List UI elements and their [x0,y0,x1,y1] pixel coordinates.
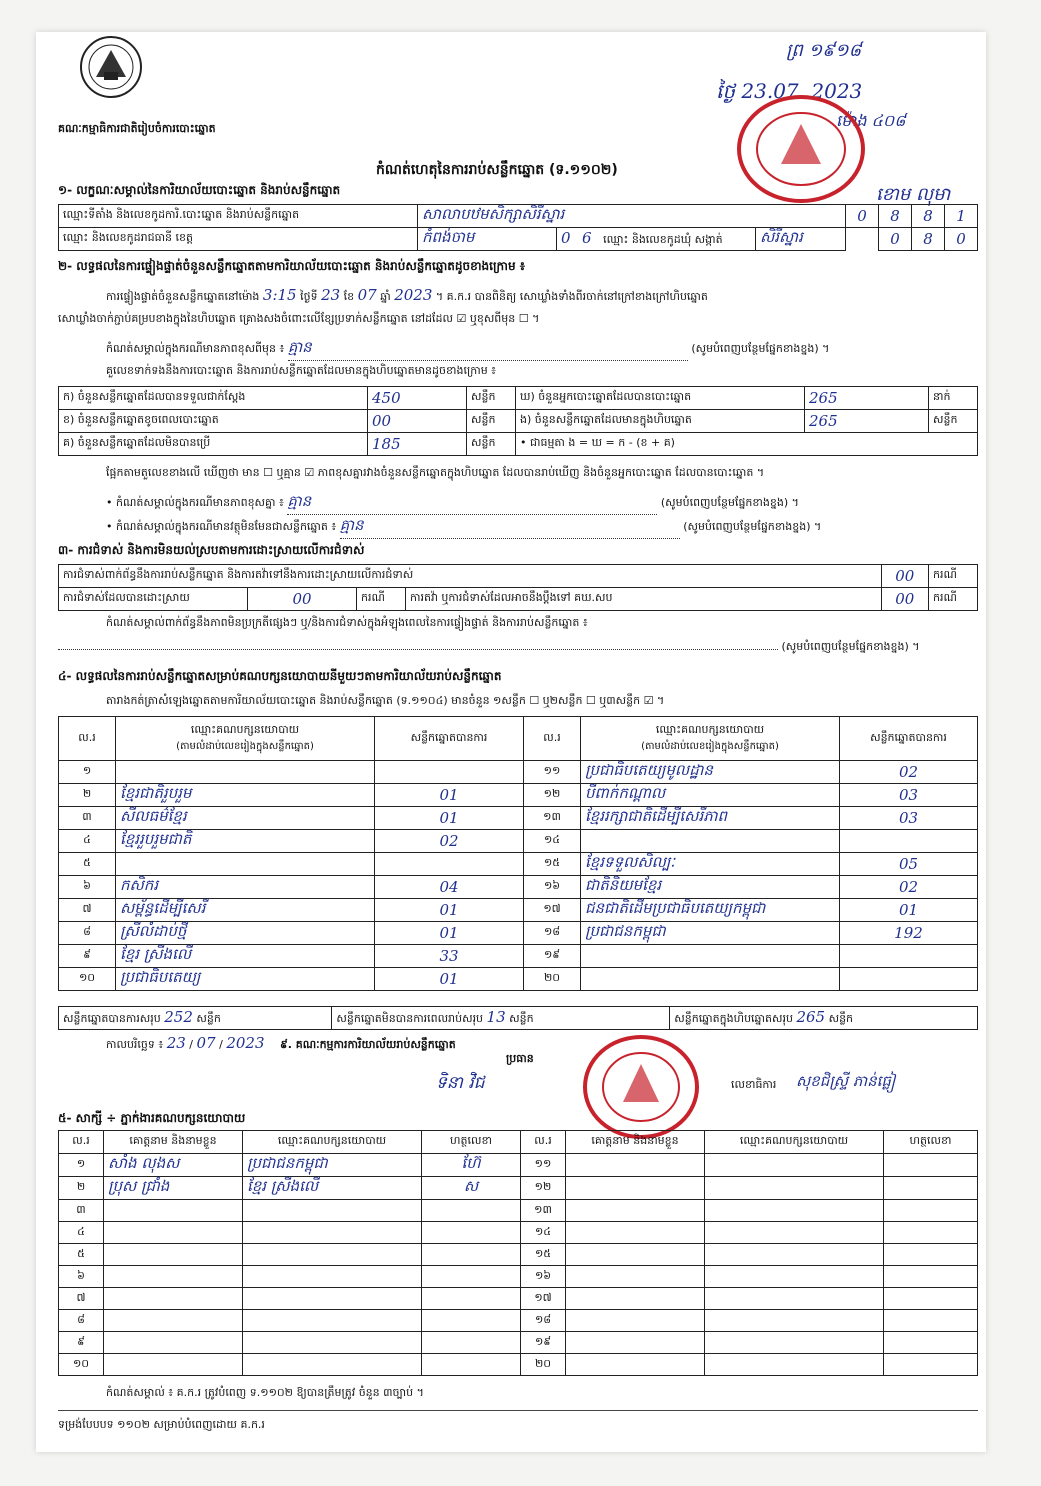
s4-left-votes: 01 [375,899,524,922]
s5-right-party [705,1177,884,1200]
s4-col-votes-left: សន្លឹកឆ្នោតបានការ [375,717,524,761]
s2-count-c-unit: សន្លឹក [467,433,516,456]
s4-result-row [59,922,978,945]
s5-left-sign [422,1222,521,1244]
s5-left-name [104,1288,243,1310]
s5-right-no: ២០ [521,1354,566,1376]
s2-line2: សោឃ្លាំងចាក់ភ្ជាប់គម្របខាងក្នុងនៃហិបឆ្នោត គ្រោងសងចំពោះលើខ្សែប្រទាក់សន្លឹកឆ្នោត នៅដដែល ☑ ឬខុសពីមុន ☐ ។ [58,312,540,325]
s4-right-no: ១៦ [524,876,581,899]
s4-left-party [116,853,375,876]
s4-secretary-signature: សុខជិស្ទ្រី ភាន់ធ្លៀ [796,1072,896,1090]
s4-left-no: ១ [59,761,116,784]
s5-left-name [104,1244,243,1266]
s3-row2-value: 00 [248,588,357,611]
s5-right-party [705,1310,884,1332]
s2-note2-suffix: (សូមបំពេញបន្ថែមផ្នែកខាងខ្នង) ។ [683,520,822,533]
s4-right-votes [840,830,978,853]
s5-witness-table [58,1130,978,1376]
s5-left-sign [422,1288,521,1310]
s4-total-box-unit: សន្លឹក [828,1012,854,1025]
s5-left-sign: ហ៊ែ [422,1154,521,1177]
s4-left-votes: 33 [375,945,524,968]
s4-chair-signature: ទិនា វិជ [436,1073,485,1093]
s4-right-no: ១៤ [524,830,581,853]
s2-line3-value: គ្មាន [288,338,688,361]
s2-line1-d: ឆ្នាំ [380,290,391,303]
s5-right-party [705,1200,884,1222]
s4-left-party [116,761,375,784]
s3-row1-label: ការជំទាស់ពាក់ព័ន្ធនឹងការរាប់សន្លឹកឆ្នោត និងការតវ៉ាទៅនឹងការដោះស្រាយលើការជំទាស់ [59,565,882,588]
s4-right-no: ១៩ [524,945,581,968]
s1-commune-code-1: 0 [879,228,912,251]
handwritten-receipt-date: ថ្ងៃ 23.07. 2023 [716,79,863,103]
s4-left-no: ៣ [59,807,116,830]
s4-right-votes: 03 [840,784,978,807]
s5-witness-row [59,1244,978,1266]
s1-commune-label: ឈ្មោះ និងលេខកូដឃុំ សង្កាត់ [603,233,723,246]
s2-count-d-value: 265 [805,387,929,410]
nec-logo [76,32,146,102]
s5-left-party [243,1244,422,1266]
s5-right-sign [884,1310,978,1332]
s2-note2-label: • កំណត់សម្គាល់ក្នុងករណីមានវត្ថុមិនមែនជាសន្លឹកឆ្នោត ៖ [106,520,337,533]
org-name: គណៈកម្មាធិការជាតិរៀបចំការបោះឆ្នោត [58,122,216,135]
s2-time: 3:15 [262,286,297,304]
s4-date-day: 23 [166,1034,186,1052]
s4-left-party: សម្ព័ន្ធដើម្បីសេរី [116,899,375,922]
s3-row2-label-b: ការតវ៉ា ឬការជំទាស់ដែលអាចនឹងប្តឹងទៅ គឃ.សប [406,588,882,611]
s4-result-row [59,899,978,922]
s2-count-b-unit: សន្លឹក [467,410,516,433]
s5-left-no: ១ [59,1154,104,1177]
s2-count-b-label: ខ) ចំនួនសន្លឹកឆ្នោតខូចពេលបោះឆ្នោត [59,410,368,433]
s4-col-no-left: ល.រ [59,717,116,761]
s3-row2-value-b: 00 [881,588,928,611]
s1-commune-code-3: 0 [945,228,978,251]
s5-witness-row [59,1332,978,1354]
s4-right-no: ១៧ [524,899,581,922]
s2-line1 [106,286,986,306]
s4-left-party: កសិករ [116,876,375,899]
s4-right-no: ១១ [524,761,581,784]
s5-left-no: ៧ [59,1288,104,1310]
s3-row2-unit-b: ករណី [929,588,978,611]
s5-witness-row [59,1222,978,1244]
s1-row1-value: សាលាបឋមសិក្សាសិរីស្នារ [418,205,846,228]
s4-col-votes-right: សន្លឹកឆ្នោតបានការ [840,717,978,761]
s5-right-no: ១៦ [521,1266,566,1288]
s2-counts-table [58,386,978,456]
s4-left-no: ១០ [59,968,116,991]
s5-right-sign [884,1354,978,1376]
s5-left-name [104,1266,243,1288]
s4-left-party: ប្រជាធិបតេយ្យ [116,968,375,991]
s2-note2 [106,516,986,539]
s5-right-name [566,1332,705,1354]
section2-title: ២- លទ្ធផលនៃការផ្ទៀងផ្ទាត់ចំនួនសន្លឹកឆ្នោតតាមការិយាល័យបោះឆ្នោត និងរាប់សន្លឹកឆ្នោតដូចខាងក្រោម ៖ [58,259,526,273]
s5-left-no: ៩ [59,1332,104,1354]
footer-divider [58,1410,978,1411]
s4-left-votes: 01 [375,784,524,807]
s1-code-3: 8 [912,205,945,228]
s4-total-valid-unit: សន្លឹក [196,1012,221,1025]
section3-table [58,564,978,611]
s4-chair-label: ប្រធាន [506,1052,534,1065]
s4-total-invalid-label: សន្លឹកឆ្នោតមិនបានការពេលរាប់សរុប [336,1012,484,1025]
s4-left-votes: 01 [375,922,524,945]
s2-note2-value: គ្មាន [340,516,680,539]
s4-left-no: ៥ [59,853,116,876]
s5-right-sign [884,1177,978,1200]
s3-remark-line [58,640,978,656]
s5-left-no: ៦ [59,1266,104,1288]
s5-left-party [243,1200,422,1222]
s4-left-party: ខ្មែរជាតិរួបរួម [116,784,375,807]
s2-line3 [106,338,986,361]
s5-right-no: ១៣ [521,1200,566,1222]
s5-right-name [566,1200,705,1222]
s2-note1-suffix: (សូមបំពេញបន្ថែមផ្នែកខាងខ្នង) ។ [660,496,799,509]
s5-right-party [705,1266,884,1288]
s4-right-votes: 02 [840,761,978,784]
s1-row2-label: ឈ្មោះ និងលេខកូដរាជធានី ខេត្ត [59,228,418,251]
s2-count-c-value: 185 [368,433,467,456]
s5-right-party [705,1288,884,1310]
s2-count-a-unit: សន្លឹក [467,387,516,410]
s5-right-name [566,1354,705,1376]
s4-date-label: កាលបរិច្ឆេទ ៖ [106,1038,164,1051]
s5-col-party-right: ឈ្មោះគណបក្សនយោបាយ [705,1131,884,1154]
s4-right-no: ១៣ [524,807,581,830]
s4-result-row [59,853,978,876]
s4-right-no: ១៨ [524,922,581,945]
form-title: កំណត់ហេតុនៃការរាប់សន្លឹកឆ្នោត (ទ.១១០២) [376,162,618,178]
handwritten-corner-name: ខោម លុមា [876,184,951,205]
s5-right-no: ១៧ [521,1288,566,1310]
s2-count-a-value: 450 [368,387,467,410]
s5-right-sign [884,1332,978,1354]
s5-right-party [705,1244,884,1266]
s5-left-party: ប្រជាជនកម្ពុជា [243,1154,422,1177]
s2-line3-note: (សូមបំពេញបន្ថែមផ្នែកខាងខ្នង) ។ [691,342,830,355]
s4-result-row [59,830,978,853]
s5-left-sign [422,1244,521,1266]
s4-total-box-cell [670,1007,978,1030]
s4-total-valid-value: 252 [164,1008,193,1026]
s4-left-party: ស្រីលំដាប់ថ្មី [116,922,375,945]
s4-sign-org: ៩. គណៈកម្មការការិយាល័យរាប់សន្លឹកឆ្នោត [280,1038,456,1051]
s4-total-valid-cell [59,1007,332,1030]
s2-line1-e: ។ គ.ក.រ បានពិនិត្យ សោឃ្លាំងទាំងពីរចាក់នៅក្រៅខាងក្រៅហិបឆ្នោត [435,290,708,303]
s2-line3-label: កំណត់សម្គាល់ក្នុងករណីមានភាពខុសពីមុន ៖ [106,342,285,355]
s4-right-votes: 02 [840,876,978,899]
s1-commune-code-2: 8 [912,228,945,251]
s5-witness-row [59,1177,978,1200]
s4-right-votes [840,968,978,991]
s3-remark: កំណត់សម្គាល់ពាក់ព័ន្ធនឹងភាពមិនប្រក្រតីផ្សេងៗ ឬ/និងការជំទាស់ក្នុងអំឡុងពេលនៃការផ្ទៀងផ្ទាត់ និងការរាប់សន្លឹកឆ្នោត ៖ [106,616,588,629]
s5-col-no-left: ល.រ [59,1131,104,1154]
s2-count-e-value: 265 [805,410,929,433]
s1-province-code-2: 6 [582,229,592,247]
s5-right-name [566,1266,705,1288]
s4-total-invalid-cell [332,1007,670,1030]
s4-right-votes [840,945,978,968]
s5-left-name [104,1354,243,1376]
s3-row2-unit: ករណី [357,588,406,611]
s5-right-party [705,1154,884,1177]
s5-col-sign-left: ហត្ថលេខា [422,1131,521,1154]
s4-totals-table [58,1006,978,1030]
s5-left-sign [422,1332,521,1354]
s4-col-party-right [581,717,840,761]
s4-result-row [59,945,978,968]
s4-results-body [59,761,978,991]
s4-left-party: ខ្មែររួបរួមជាតិ [116,830,375,853]
s5-right-party [705,1332,884,1354]
s4-right-party: ប្រជាធិបតេយ្យមូលដ្ឋាន [581,761,840,784]
s5-left-party [243,1266,422,1288]
s5-col-name-left: គោត្តនាម និងនាមខ្លួន [104,1131,243,1154]
footer-form-id: ទម្រង់បែបបទ ១១០២ សម្រាប់បំពេញដោយ គ.ក.រ [58,1418,265,1431]
section1-title: ១- លក្ខណៈសម្គាល់នៃការិយាល័យបោះឆ្នោត និងរាប់សន្លឹកឆ្នោត [58,183,341,197]
s1-code-2: 8 [879,205,912,228]
s5-witness-body [59,1154,978,1376]
s2-note1-label: • កំណត់សម្គាល់ក្នុងករណីមានភាពខុសគ្នា ៖ [106,496,284,509]
s4-left-no: ២ [59,784,116,807]
document-page [36,32,986,1452]
s3-remark-suffix: (សូមបំពេញបន្ថែមផ្នែកខាងខ្នង) ។ [781,640,920,653]
s4-left-party: ខ្មែរ ស្រីងលើ [116,945,375,968]
s4-left-no: ៨ [59,922,116,945]
s5-left-name [104,1200,243,1222]
s4-right-no: ១២ [524,784,581,807]
s4-result-row [59,968,978,991]
s2-line1-b: ថ្ងៃទី [300,290,318,303]
s2-formula: • ជាធម្មតា ង = ឃ = ក - (ខ + គ) [516,433,978,456]
s4-total-invalid-value: 13 [486,1008,506,1026]
s5-left-sign [422,1266,521,1288]
s2-count-d-label: ឃ) ចំនួនអ្នកបោះឆ្នោតដែលបានបោះឆ្នោត [516,387,805,410]
s5-left-sign [422,1200,521,1222]
s2-count-b-value: 00 [368,410,467,433]
footer-note: កំណត់សម្គាល់ ៖ គ.ក.រ ត្រូវបំពេញ ទ.១១០២ ឱ្យបានត្រឹមត្រូវ ចំនួន ៣ច្បាប់ ។ [106,1386,424,1399]
s5-witness-row [59,1310,978,1332]
s2-note1 [106,492,986,515]
s5-left-name: សាំង លុងស [104,1154,243,1177]
s1-province-code-1: 0 [561,229,571,247]
s4-col-party-right-sub: (តាមលំដាប់លេខរៀងក្នុងសន្លឹកឆ្នោត) [641,741,779,752]
s4-right-party [581,968,840,991]
s4-left-party: សីលធម៌ខ្មែរ [116,807,375,830]
s5-witness-row [59,1200,978,1222]
s5-right-name [566,1154,705,1177]
s2-count-d-unit: នាក់ [929,387,978,410]
s4-left-no: ៦ [59,876,116,899]
s4-result-row [59,784,978,807]
s5-right-sign [884,1244,978,1266]
s4-date-line: កាលបរិច្ឆេទ ៖ 23 / 07 / 2023 ៩. គណៈកម្មការការិយាល័យរាប់សន្លឹកឆ្នោត [106,1034,456,1052]
s4-left-votes [375,853,524,876]
s2-day: 23 [321,286,341,304]
s5-left-party [243,1332,422,1354]
s4-left-votes: 01 [375,968,524,991]
s2-count-e-unit: សន្លឹក [929,410,978,433]
s4-total-box-value: 265 [796,1008,826,1026]
handwritten-receipt-time: ម៉ោង ៤០៨ [836,111,906,130]
s5-left-no: ៣ [59,1200,104,1222]
official-stamp-top [736,94,866,204]
s5-left-party [243,1310,422,1332]
s4-left-votes: 01 [375,807,524,830]
s5-left-no: ៤ [59,1222,104,1244]
s5-left-sign: ស [422,1177,521,1200]
s5-left-no: ៥ [59,1244,104,1266]
s5-col-no-right: ល.រ [521,1131,566,1154]
s5-right-sign [884,1266,978,1288]
s4-col-party-left-title: ឈ្មោះគណបក្សនយោបាយ [190,723,300,736]
s2-count-e-label: ង) ចំនួនសន្លឹកឆ្នោតដែលមានក្នុងហិបឆ្នោត [516,410,805,433]
s5-left-sign [422,1310,521,1332]
s5-left-name: ប្រុស ជ្រាំង [104,1177,243,1200]
s2-note1-value: គ្មាន [287,492,657,515]
s4-left-no: ៤ [59,830,116,853]
s5-right-name [566,1222,705,1244]
s4-right-party [581,945,840,968]
s3-row2-label: ការជំទាស់ដែលបានដោះស្រាយ [59,588,248,611]
s4-result-row [59,876,978,899]
s4-right-votes: 01 [840,899,978,922]
s5-right-party [705,1354,884,1376]
s4-right-votes: 192 [840,922,978,945]
s5-left-no: ៨ [59,1310,104,1332]
s4-total-box-label: សន្លឹកឆ្នោតក្នុងហិបឆ្នោតសរុប [674,1012,793,1025]
s4-col-party-left-sub: (តាមលំដាប់លេខរៀងក្នុងសន្លឹកឆ្នោត) [176,741,314,752]
s5-right-party [705,1222,884,1244]
s5-right-name [566,1177,705,1200]
s3-row1-unit: ករណី [929,565,978,588]
s5-left-name [104,1332,243,1354]
s5-right-sign [884,1288,978,1310]
section5-title: ៥- សាក្សី ÷ ភ្នាក់ងារគណបក្សនយោបាយ [58,1111,246,1125]
official-stamp-bottom [581,1032,701,1142]
s2-count-a-label: ក) ចំនួនសន្លឹកឆ្នោតដែលបានទទួលជាក់ស្តែង [59,387,368,410]
s4-date-year: 2023 [226,1034,265,1052]
s4-right-party: បីពាក់កណ្តាល [581,784,840,807]
section3-title: ៣- ការជំទាស់ និងការមិនយល់ស្របតាមការដោះស្រាយលើការជំទាស់ [58,543,365,557]
s4-right-party: ខ្មែររក្សាជាតិដើម្បីសេរីភាព [581,807,840,830]
s4-secretary-label: លេខាធិការ [731,1078,777,1091]
s1-code-1: 0 [846,205,879,228]
s5-right-sign [884,1222,978,1244]
s5-left-party: ខ្មែរ ស្រីងលើ [243,1177,422,1200]
s1-code-4: 1 [945,205,978,228]
s4-right-votes: 05 [840,853,978,876]
s4-results-table [58,716,978,991]
s5-left-sign [422,1354,521,1376]
s5-left-no: ២ [59,1177,104,1200]
s1-row1-label: ឈ្មោះទីតាំង និងលេខកូដការិ.បោះឆ្នោត និងរាប់សន្លឹកឆ្នោត [59,205,418,228]
s4-left-votes: 02 [375,830,524,853]
s2-line1-c: ខែ [343,290,355,303]
s3-row1-value: 00 [881,565,928,588]
s5-right-name [566,1310,705,1332]
s5-witness-row [59,1266,978,1288]
s2-check-line: ផ្អែកតាមតួលេខខាងលើ ឃើញថា មាន ☐ ឬគ្មាន ☑ ភាពខុសគ្នារវាងចំនួនសន្លឹកឆ្នោតក្នុងហិបឆ្នោត ដែលបានរាប់ឃើញ និងចំនួនអ្នកបោះឆ្នោត ដែលបានបោះឆ្នោត ។ [106,466,765,479]
s4-total-valid-label: សន្លឹកឆ្នោតបានការសរុប [63,1012,161,1025]
s4-left-votes [375,761,524,784]
section1-table [58,204,978,251]
s4-left-no: ៩ [59,945,116,968]
s4-col-party-left [116,717,375,761]
section4-title: ៤- លទ្ធផលនៃការរាប់សន្លឹកឆ្នោតសម្រាប់គណបក្សនយោបាយនីមួយៗតាមការិយាល័យរាប់សន្លឹកឆ្នោត [58,669,502,683]
s5-right-no: ១១ [521,1154,566,1177]
s4-left-no: ៧ [59,899,116,922]
s5-right-name [566,1244,705,1266]
s2-count-c-label: គ) ចំនួនសន្លឹកឆ្នោតដែលមិនបានប្រើ [59,433,368,456]
s4-right-no: ១៥ [524,853,581,876]
s5-left-name [104,1222,243,1244]
s4-right-votes: 03 [840,807,978,830]
s4-right-party [581,830,840,853]
s5-left-party [243,1354,422,1376]
s5-left-party [243,1222,422,1244]
s4-date-month: 07 [196,1034,216,1052]
s5-right-no: ១៤ [521,1222,566,1244]
s5-witness-row [59,1288,978,1310]
s4-right-party: ខ្មែរទទួលសិល្បៈ [581,853,840,876]
s2-line4: គួលេខទាក់ទងនឹងការបោះឆ្នោត និងការរាប់សន្លឹកឆ្នោតដែលមានក្នុងហិបឆ្នោតមានដូចខាងក្រោម ៖ [106,364,497,377]
s5-right-sign [884,1200,978,1222]
s5-right-no: ១៥ [521,1244,566,1266]
s2-year: 2023 [394,286,433,304]
s4-right-no: ២០ [524,968,581,991]
s5-col-name-right: គោត្តនាម និងនាមខ្លួន [566,1131,705,1154]
s5-right-no: ១៨ [521,1310,566,1332]
s5-col-sign-right: ហត្ថលេខា [884,1131,978,1154]
s5-left-party [243,1288,422,1310]
s2-line1-a: ការផ្ទៀងផ្ទាត់ចំនួនសន្លឹកឆ្នោតនៅម៉ោង [106,290,260,303]
s4-col-party-right-title: ឈ្មោះគណបក្សនយោបាយ [655,723,765,736]
s5-right-name [566,1288,705,1310]
s4-intro: តារាងកត់ត្រាសំឡេងឆ្នោតតាមការិយាល័យបោះឆ្នោត និងរាប់សន្លឹកឆ្នោត (ទ.១១០៤) មានចំនួន ១សន្លឹក ☐ ឬ២សន្លឹក ☐ ឬ៣សន្លឹក ☑ ។ [106,694,665,707]
s4-left-votes: 04 [375,876,524,899]
s5-left-name [104,1310,243,1332]
s4-result-row [59,807,978,830]
s5-right-sign [884,1154,978,1177]
s4-right-party: ប្រជាជនកម្ពុជា [581,922,840,945]
s4-right-party: ជនជាតិដើមប្រជាធិបតេយ្យកម្ពុជា [581,899,840,922]
s4-total-invalid-unit: សន្លឹក [509,1012,534,1025]
s5-witness-row [59,1354,978,1376]
s1-province: កំពង់ចាម [418,228,557,251]
s4-right-party: ជាតិនិយមខ្មែរ [581,876,840,899]
s1-commune: សិរីស្នារ [756,228,846,251]
s1-province-code-and-commune-label [557,228,756,251]
s4-col-no-right: ល.រ [524,717,581,761]
s5-witness-row [59,1154,978,1177]
s2-month: 07 [357,286,377,304]
s4-result-row [59,761,978,784]
s5-col-party-left: ឈ្មោះគណបក្សនយោបាយ [243,1131,422,1154]
s5-left-no: ១០ [59,1354,104,1376]
s5-right-no: ១២ [521,1177,566,1200]
handwritten-receipt-no: ព្រ ១៩១៨ [786,40,862,61]
s5-right-no: ១៩ [521,1332,566,1354]
